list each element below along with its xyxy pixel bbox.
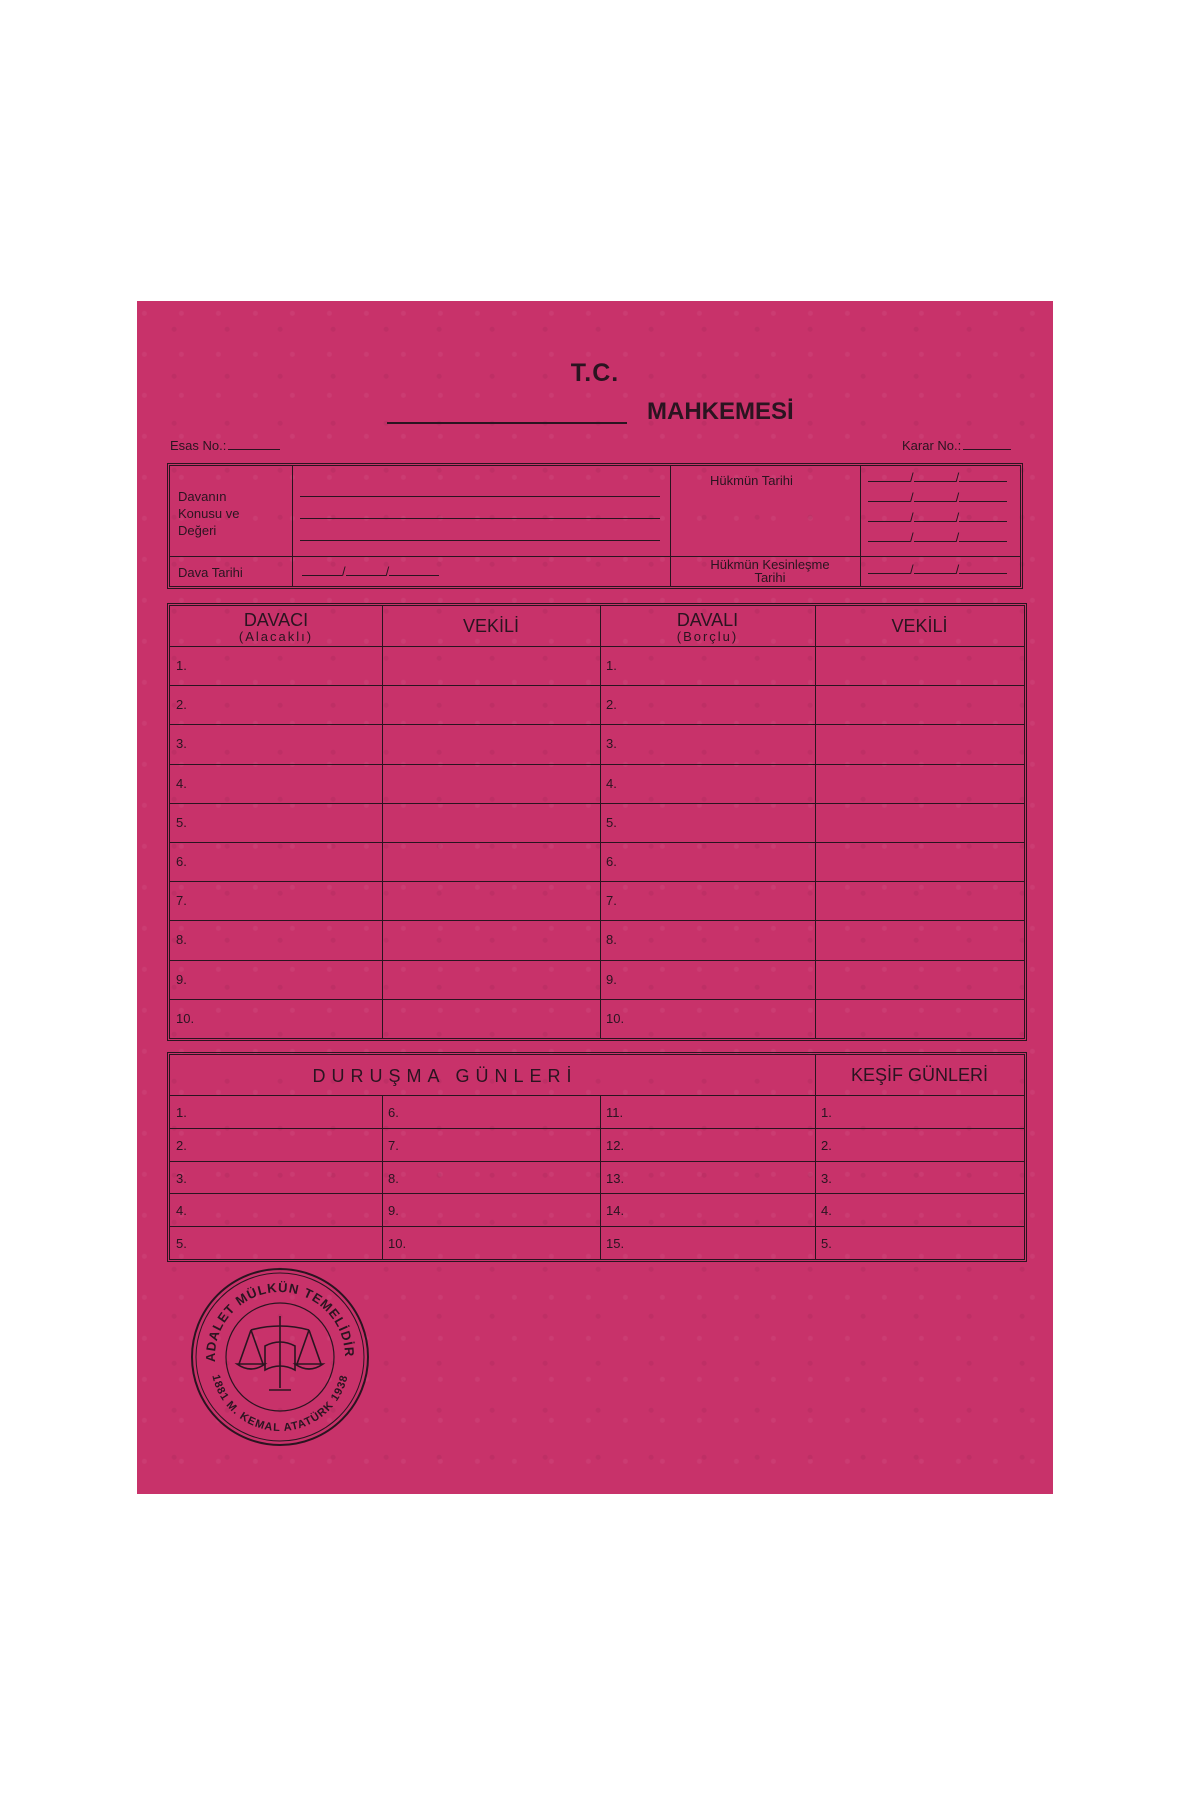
vekili-header-1: VEKİLİ xyxy=(462,616,520,636)
durusma-day-number: 7. xyxy=(388,1137,399,1153)
durusma-day-number: 10. xyxy=(388,1236,407,1252)
kesinlesme-date-slot[interactable]: / / xyxy=(868,562,1007,577)
durusma-day-number: 15. xyxy=(606,1236,625,1252)
durusma-day-number: 1. xyxy=(176,1105,187,1120)
seal-bottom-text: 1881 M. KEMAL ATATÜRK 1938 xyxy=(209,1373,351,1435)
davali-header: DAVALI (Borçlu) xyxy=(676,610,739,644)
davaci-row-number: 8. xyxy=(176,932,187,948)
kesif-title: KEŞİF GÜNLERİ xyxy=(850,1065,989,1085)
dava-tarihi-field[interactable]: / / xyxy=(302,564,439,579)
davaci-row-number: 1. xyxy=(176,658,187,673)
case-info-box xyxy=(167,463,1023,589)
davali-row-number: 10. xyxy=(606,1010,625,1026)
esas-no-field[interactable] xyxy=(170,438,280,453)
vekili-header-2: VEKİLİ xyxy=(891,616,948,636)
davali-row-number: 6. xyxy=(606,854,617,869)
court-title: MAHKEMESİ xyxy=(647,398,794,425)
parties-table xyxy=(167,603,1027,1041)
subject-lines[interactable] xyxy=(300,496,660,556)
durusma-day-number: 6. xyxy=(388,1105,399,1120)
scales-icon xyxy=(237,1316,323,1390)
durusma-title: DURUŞMA GÜNLERİ xyxy=(312,1066,578,1086)
kesif-day-number: 1. xyxy=(821,1105,832,1120)
durusma-day-number: 4. xyxy=(176,1203,187,1219)
hukum-tarihi-label: Hükmün Tarihi xyxy=(710,473,793,488)
svg-text:ADALET MÜLKÜN TEMELİDİR. xyxy=(189,1266,357,1362)
case-folder-sheet xyxy=(137,301,1053,1494)
davaci-row-number: 5. xyxy=(176,814,187,830)
hukum-date-slots[interactable]: / / / / / / / / xyxy=(868,470,1018,550)
davali-row-number: 5. xyxy=(606,814,617,830)
davali-row-number: 4. xyxy=(606,775,617,791)
davaci-row-number: 2. xyxy=(176,697,187,713)
karar-no-label: Karar No.: xyxy=(902,438,962,453)
davali-row-number: 2. xyxy=(606,697,617,713)
davali-row-number: 1. xyxy=(606,658,617,673)
durusma-day-number: 14. xyxy=(606,1203,625,1219)
davali-row-number: 9. xyxy=(606,971,617,987)
esas-no-label: Esas No.: xyxy=(170,438,227,453)
davaci-row-number: 9. xyxy=(176,971,187,987)
durusma-day-number: 9. xyxy=(388,1203,399,1219)
davali-row-number: 8. xyxy=(606,932,617,948)
seal-top-text: ADALET MÜLKÜN TEMELİDİR xyxy=(202,1279,358,1363)
tc-heading: T.C. xyxy=(570,359,620,387)
dava-tarihi-label: Dava Tarihi xyxy=(178,565,243,580)
davaci-row-number: 7. xyxy=(176,893,187,909)
durusma-day-number: 5. xyxy=(176,1236,187,1252)
davali-row-number: 7. xyxy=(606,893,617,909)
durusma-day-number: 2. xyxy=(176,1137,187,1153)
davali-row-number: 3. xyxy=(606,736,617,752)
kesif-day-number: 4. xyxy=(821,1203,832,1219)
durusma-day-number: 11. xyxy=(606,1105,624,1120)
kesif-day-number: 3. xyxy=(821,1170,832,1186)
kesif-day-number: 2. xyxy=(821,1137,832,1153)
davaci-header: DAVACI (Alacaklı) xyxy=(238,610,314,644)
court-name-blank[interactable] xyxy=(387,422,627,424)
durusma-day-number: 3. xyxy=(176,1170,187,1186)
davaci-row-number: 4. xyxy=(176,775,187,791)
durusma-day-number: 8. xyxy=(388,1170,399,1186)
durusma-day-number: 12. xyxy=(606,1137,625,1153)
davaci-row-number: 3. xyxy=(176,736,187,752)
kesinlesme-label: Hükmün Kesinleşme Tarihi xyxy=(710,557,830,585)
davaci-row-number: 10. xyxy=(176,1010,195,1026)
hearings-table xyxy=(167,1052,1027,1262)
durusma-day-number: 13. xyxy=(606,1170,625,1186)
karar-no-field[interactable] xyxy=(902,438,1011,453)
kesif-day-number: 5. xyxy=(821,1236,832,1252)
subject-label: Davanın Konusu ve Değeri xyxy=(178,489,240,538)
davaci-row-number: 6. xyxy=(176,854,187,869)
justice-seal xyxy=(189,1266,371,1448)
